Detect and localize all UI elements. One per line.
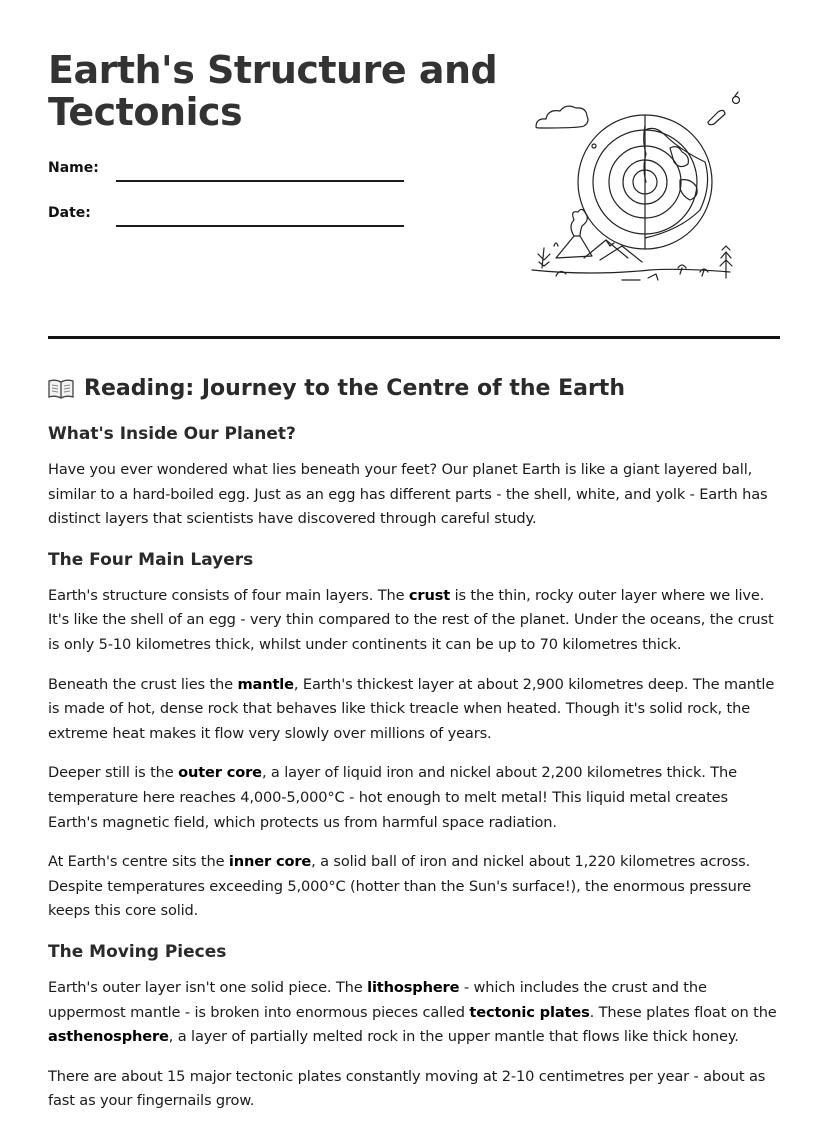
- text-run: , a solid ball of iron and nickel about 1,220 kilometres across. Despite temperatures exceeding 5,000°C (hotter than the Sun's surface!), the enormous pressure keeps this core solid.: [48, 853, 752, 920]
- key-term: tectonic plates: [469, 1003, 590, 1021]
- text-run: Earth's structure consists of four main layers. The: [48, 586, 409, 604]
- text-run: Deeper still is the: [48, 764, 179, 782]
- earth-cross-section-illustration: [530, 90, 750, 290]
- text-run: At Earth's centre sits the: [48, 853, 229, 871]
- text-run: is the thin, rocky outer layer where we live. It's like the shell of an egg - very thin compared to the rest of the planet. Under the oceans, the crust is only 5-10 kilometres thick, whilst under continents it can be up to 70 kilometres thick.: [48, 586, 774, 653]
- key-term: inner core: [228, 853, 312, 871]
- text-run: There are about 15 major tectonic plates constantly moving at 2-10 centimetres per year - about as fast as your fingernails grow.: [48, 1067, 766, 1110]
- reading-paragraph: [48, 584, 782, 658]
- worksheet-title: Earth's Structure and Tectonics: [48, 48, 498, 134]
- reading-paragraph: [48, 458, 782, 532]
- open-book-icon: [48, 378, 74, 400]
- text-run: Earth's outer layer isn't one solid piece. The: [48, 978, 368, 996]
- reading-paragraph: [48, 976, 782, 1050]
- section-heading: The Moving Pieces: [48, 941, 227, 962]
- tree-icon: [720, 246, 732, 278]
- text-run: Beneath the crust lies the: [48, 675, 238, 693]
- section-heading: What's Inside Our Planet?: [48, 424, 296, 444]
- cloud-icon: [536, 106, 588, 128]
- reading-paragraph: [48, 761, 782, 835]
- meteor-icon: [708, 110, 725, 124]
- text-run: , Earth's thickest layer at about 2,900 kilometres deep. The mantle is made of hot, dense rock that behaves like thick treacle when heated. Though it's solid rock, the extreme heat makes it flow very slowly over millions of years.: [48, 675, 775, 742]
- name-line[interactable]: [116, 180, 404, 182]
- section-divider: [48, 336, 780, 339]
- text-run: , a layer of liquid iron and nickel about 2,200 kilometres thick. The temperature here reaches 4,000-5,000°C - hot enough to melt metal! This liquid metal creates Earth's magnetic field, which protects us from harmful space radiation.: [48, 764, 737, 831]
- key-term: mantle: [237, 675, 294, 693]
- name-label: Name:: [48, 160, 99, 176]
- reading-paragraph: [48, 850, 782, 924]
- section-heading: The Four Main Layers: [48, 549, 254, 570]
- key-term: outer core: [178, 764, 262, 782]
- text-run: Have you ever wondered what lies beneath your feet? Our planet Earth is like a giant layered ball, similar to a hard-boiled egg. Just as an egg has different parts - the shell, white, and yolk - Earth has distinct layers that scientists have discovered through careful study.: [48, 461, 768, 528]
- date-label: Date:: [48, 205, 91, 221]
- reading-heading: Reading: Journey to the Centre of the Earth: [48, 372, 782, 406]
- reading-paragraph: [48, 1065, 782, 1114]
- text-run: . These plates float on the: [589, 1003, 777, 1021]
- reading-paragraph: [48, 673, 782, 747]
- key-term: asthenosphere: [48, 1028, 169, 1046]
- volcano-icon: [556, 236, 592, 258]
- reading-section: [48, 372, 782, 1129]
- key-term: crust: [408, 586, 451, 604]
- text-run: , a layer of partially melted rock in the upper mantle that flows like thick honey.: [168, 1028, 739, 1046]
- text-run: - which includes the crust and the uppermost mantle - is broken into enormous pieces called: [48, 978, 707, 1021]
- date-line[interactable]: [116, 225, 404, 227]
- key-term: lithosphere: [367, 978, 460, 996]
